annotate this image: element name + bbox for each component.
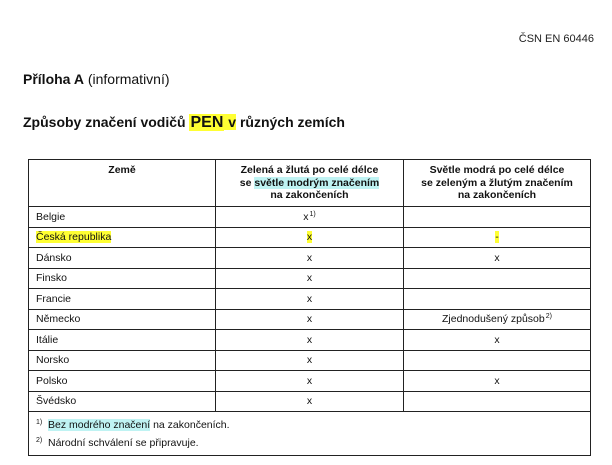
cell-light-blue: Zjednodušený způsob$^{2)}$ (404, 309, 591, 330)
cell-country: Švédsko (29, 391, 216, 412)
section-title (23, 114, 345, 132)
table-notes-row (29, 412, 591, 456)
title-part1: Způsoby značení vodičů (23, 114, 190, 130)
header-blue-marking-highlight: světle modrým značením (254, 176, 380, 189)
cell-green-yellow: x (216, 391, 404, 412)
note-2: 2) Národní schválení se připravuje. (36, 437, 199, 449)
cell-country: Belgie (29, 207, 216, 228)
cell-light-blue (404, 207, 591, 228)
title-v-highlight: v (224, 114, 237, 130)
cell-green-yellow: x (216, 309, 404, 330)
table-row (29, 207, 591, 228)
cell-light-blue (404, 289, 591, 310)
marking-table (28, 159, 591, 456)
table-row (29, 350, 591, 371)
cell-country: Norsko (29, 350, 216, 371)
annex-heading (23, 71, 170, 87)
cell-country: Dánsko (29, 248, 216, 269)
cell-light-blue: - (404, 227, 591, 248)
header-light-blue: Světle modrá po celé délce se zeleným a žlutým značením na zakončeních (404, 160, 591, 207)
header-green-yellow: Zelená a žlutá po celé délce se světle modrým značením na zakončeních (216, 160, 404, 207)
cell-green-yellow: x (216, 248, 404, 269)
cell-green-yellow: x (216, 268, 404, 289)
title-pen-highlight: PEN (190, 114, 224, 131)
cell-country: Česká republika (29, 227, 216, 248)
table-row (29, 330, 591, 351)
cell-country: Francie (29, 289, 216, 310)
cell-green-yellow: x (216, 350, 404, 371)
cell-green-yellow: x (216, 330, 404, 351)
annex-type: (informativní) (87, 71, 170, 87)
header-country: Země (29, 160, 216, 207)
table-row (29, 371, 591, 392)
cell-green-yellow: x (216, 227, 404, 248)
cell-light-blue: x (404, 371, 591, 392)
cell-green-yellow: x (216, 371, 404, 392)
table-row (29, 248, 591, 269)
cell-country: Itálie (29, 330, 216, 351)
table-row (29, 268, 591, 289)
cell-country: Polsko (29, 371, 216, 392)
document-code: ČSN EN 60446 (518, 33, 594, 45)
table-notes (29, 412, 591, 456)
table-header-row (29, 160, 591, 207)
cell-green-yellow: $x^{1)}$ (216, 207, 404, 228)
table-row (29, 391, 591, 412)
cell-light-blue (404, 391, 591, 412)
cell-country: Německo (29, 309, 216, 330)
cell-green-yellow: x (216, 289, 404, 310)
note-1: 1) Bez modrého značení na zakončeních. (36, 419, 230, 431)
cell-light-blue: x (404, 330, 591, 351)
cell-light-blue (404, 350, 591, 371)
cell-country: Finsko (29, 268, 216, 289)
table-row (29, 289, 591, 310)
note-1-highlight: Bez modrého značení (48, 419, 151, 431)
table-row (29, 227, 591, 248)
annex-label: Příloha A (23, 71, 84, 87)
cell-light-blue: x (404, 248, 591, 269)
table-row (29, 309, 591, 330)
title-part2: různých zemích (236, 114, 345, 130)
cell-light-blue (404, 268, 591, 289)
